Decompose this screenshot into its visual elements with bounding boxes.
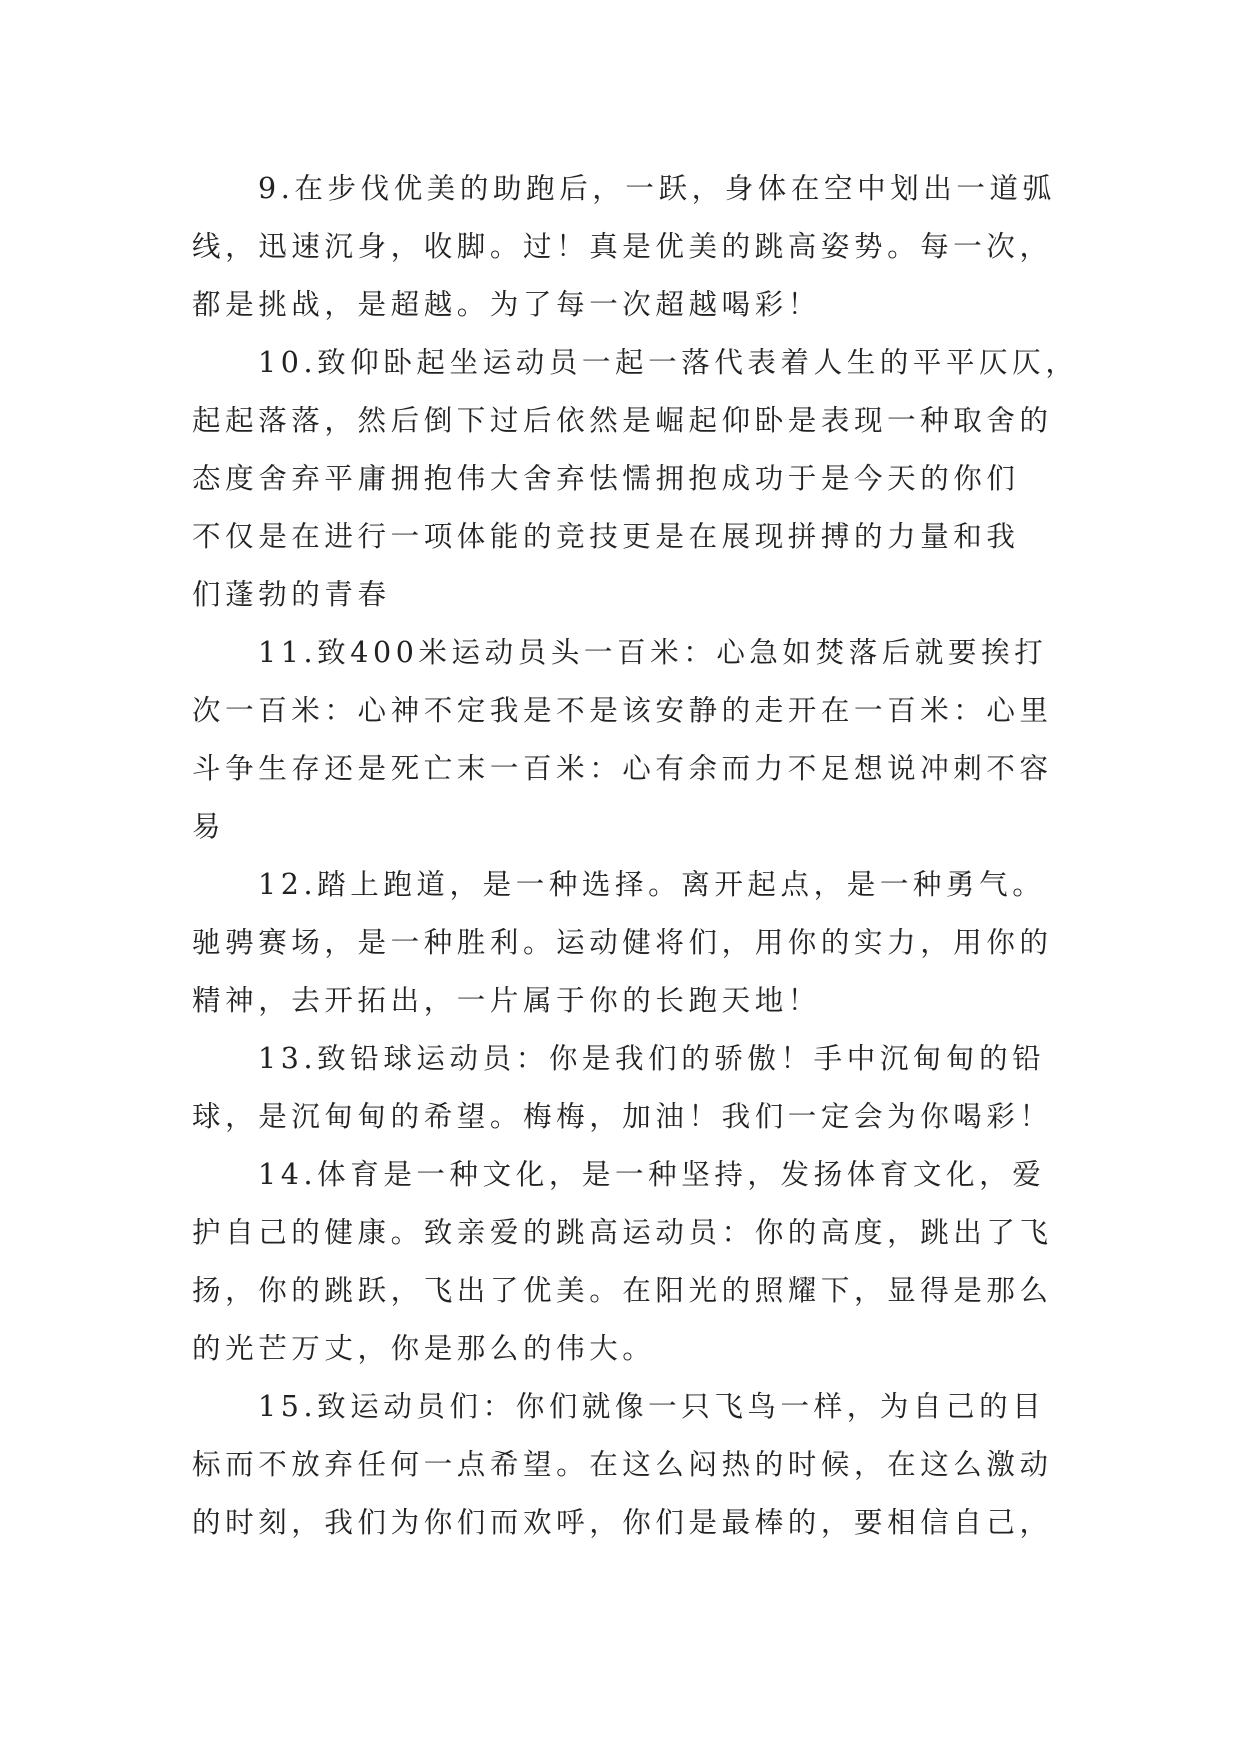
paragraph-line: 扬，你的跳跃，飞出了优美。在阳光的照耀下，显得是那么 <box>192 1274 1053 1307</box>
document-body <box>192 160 1079 1552</box>
paragraph-line: 精神，去开拓出，一片属于你的长跑天地！ <box>192 984 821 1017</box>
paragraph-line: 们蓬勃的青春 <box>192 578 391 611</box>
paragraph-line: 9.在步伐优美的助跑后，一跃，身体在空中划出一道弧 <box>258 172 1056 205</box>
paragraph-line: 不仅是在进行一项体能的竞技更是在展现拼搏的力量和我 <box>192 520 1020 553</box>
paragraph-line: 的时刻，我们为你们而欢呼，你们是最棒的，要相信自己， <box>192 1506 1053 1539</box>
paragraph-line: 的光芒万丈，你是那么的伟大。 <box>192 1332 656 1365</box>
paragraph-line: 起起落落，然后倒下过后依然是崛起仰卧是表现一种取舍的 <box>192 404 1053 437</box>
paragraph-line: 14.体育是一种文化，是一种坚持，发扬体育文化，爱 <box>258 1158 1046 1191</box>
paragraph-line: 15.致运动员们：你们就像一只飞鸟一样，为自己的目 <box>258 1390 1046 1423</box>
paragraph-line: 易 <box>192 810 226 843</box>
paragraph-line: 线，迅速沉身，收脚。过！真是优美的跳高姿势。每一次， <box>192 230 1053 263</box>
paragraph-11 <box>192 624 1052 856</box>
paragraph-line: 护自己的健康。致亲爱的跳高运动员：你的高度，跳出了飞 <box>192 1216 1053 1249</box>
paragraph-line: 次一百米：心神不定我是不是该安静的走开在一百米：心里 <box>192 694 1053 727</box>
paragraph-line: 都是挑战，是超越。为了每一次超越喝彩！ <box>192 288 821 321</box>
paragraph-15 <box>192 1378 1052 1552</box>
paragraph-13 <box>192 1030 1052 1146</box>
paragraph-line: 13.致铅球运动员：你是我们的骄傲！手中沉甸甸的铅 <box>258 1042 1046 1075</box>
paragraph-line: 斗争生存还是死亡末一百米：心有余而力不足想说冲刺不容 <box>192 752 1053 785</box>
paragraph-10 <box>192 334 1079 624</box>
paragraph-12 <box>192 856 1052 1030</box>
paragraph-line: 驰骋赛场，是一种胜利。运动健将们，用你的实力，用你的 <box>192 926 1053 959</box>
paragraph-line: 球，是沉甸甸的希望。梅梅，加油！我们一定会为你喝彩！ <box>192 1100 1053 1133</box>
paragraph-line: 态度舍弃平庸拥抱伟大舍弃怯懦拥抱成功于是今天的你们 <box>192 462 1020 495</box>
paragraph-14 <box>192 1146 1052 1378</box>
paragraph-line: 11.致400米运动员头一百米：心急如焚落后就要挨打 <box>258 636 1048 669</box>
paragraph-9 <box>192 160 1056 334</box>
paragraph-line: 10.致仰卧起坐运动员一起一落代表着人生的平平仄仄， <box>258 346 1079 379</box>
paragraph-line: 标而不放弃任何一点希望。在这么闷热的时候，在这么激动 <box>192 1448 1053 1481</box>
paragraph-line: 12.踏上跑道，是一种选择。离开起点，是一种勇气。 <box>258 868 1046 901</box>
